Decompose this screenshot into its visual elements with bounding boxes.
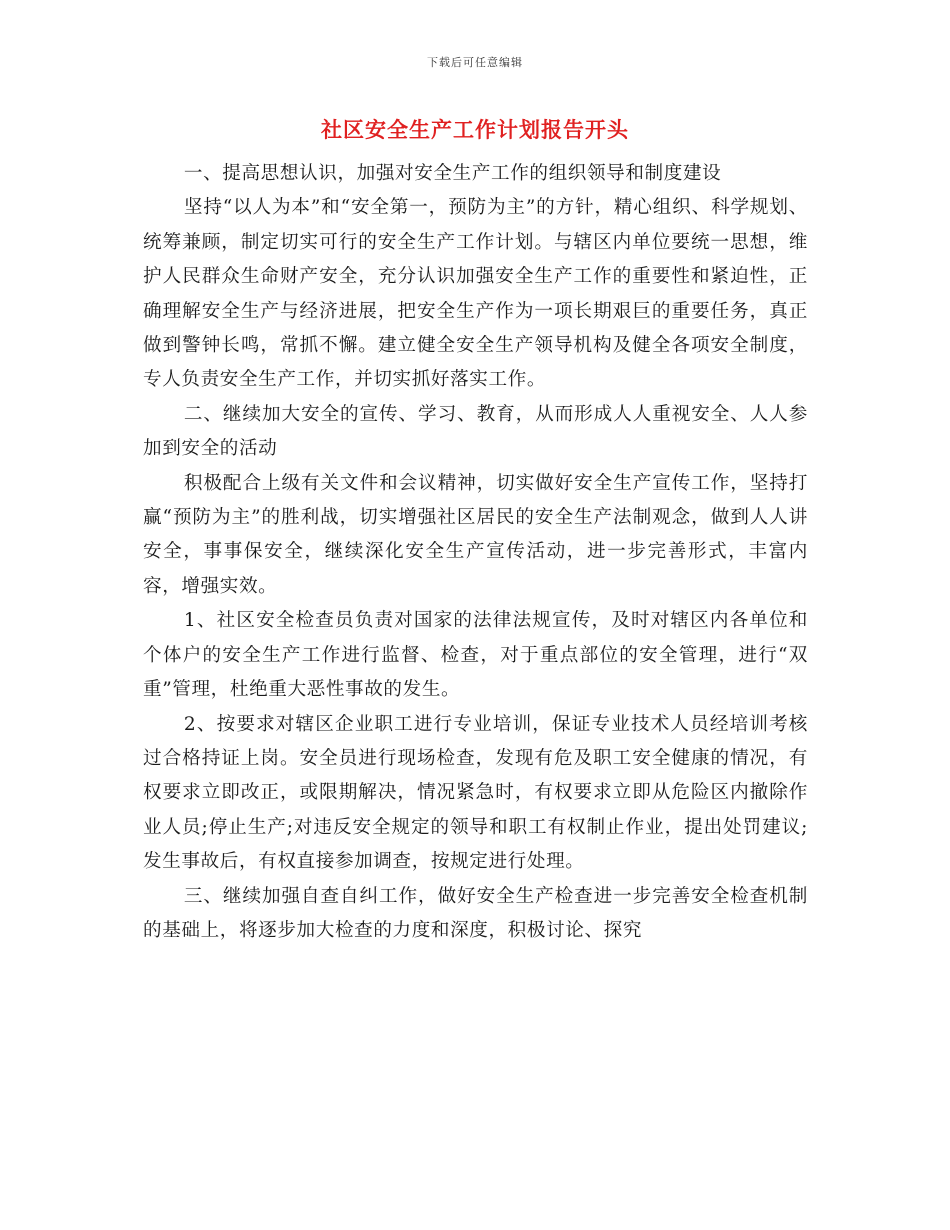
header-note: 下载后可任意编辑 <box>427 56 523 69</box>
section-heading: 三、继续加强自查自纠工作，做好安全生产检查进一步完善安全检查机制的基础上，将逐步加大检查的力度和深度，积极讨论、探究 <box>143 885 808 941</box>
document-title: 社区安全生产工作计划报告开头 <box>321 117 629 142</box>
body-paragraph: 积极配合上级有关文件和会议精神，切实做好安全生产宣传工作，坚持打赢“预防为主”的胜利战，切实增强社区居民的安全生产法制观念，做到人人讲安全，事事保安全，继续深化安全生产宣传活动，进一步完善形式，丰富内容，增强实效。 <box>143 472 808 597</box>
section-heading: 二、继续加大安全的宣传、学习、教育，从而形成人人重视安全、人人参加到安全的活动 <box>143 403 808 460</box>
list-item: 2、按要求对辖区企业职工进行专业培训，保证专业技术人员经培训考核过合格持证上岗。安全员进行现场检查，发现有危及职工安全健康的情况，有权要求立即改正，或限期解决，情况紧急时，有权要求立即从危险区内撤除作业人员;停止生产;对违反安全规定的领导和职工有权制止作业，提出处罚建议;发生事故后，有权直接参加调查，按规定进行处理。 <box>143 713 808 873</box>
list-item: 1、社区安全检查员负责对国家的法律法规宣传，及时对辖区内各单位和个体户的安全生产工作进行监督、检查，对于重点部位的安全管理，进行“双重”管理，杜绝重大恶性事故的发生。 <box>143 610 808 701</box>
document-body <box>143 157 808 948</box>
body-paragraph: 坚持“以人为本”和“安全第一，预防为主”的方针，精心组织、科学规划、统筹兼顾，制定切实可行的安全生产工作计划。与辖区内单位要统一思想，维护人民群众生命财产安全，充分认识加强安全生产工作的重要性和紧迫性，正确理解安全生产与经济进展，把安全生产作为一项长期艰巨的重要任务，真正做到警钟长鸣，常抓不懈。建立健全安全生产领导机构及健全各项安全制度，专人负责安全生产工作，并切实抓好落实工作。 <box>143 197 808 391</box>
section-heading: 一、提高思想认识，加强对安全生产工作的组织领导和制度建设 <box>183 163 722 184</box>
